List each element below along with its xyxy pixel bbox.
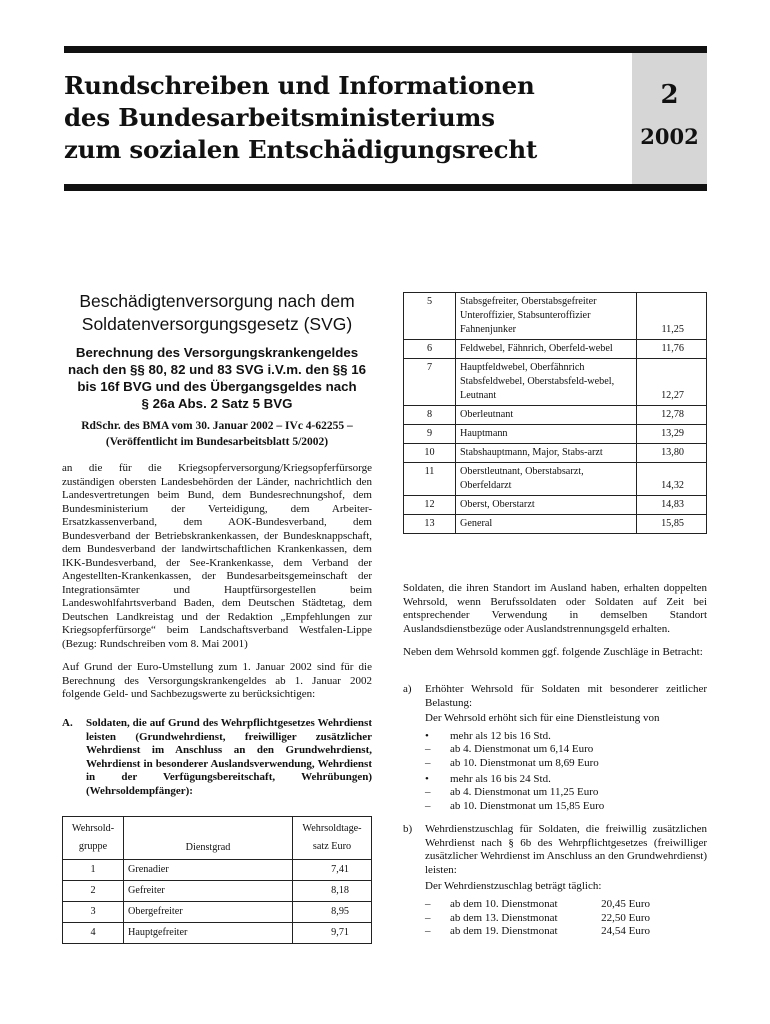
cell-group: 2 <box>63 881 124 902</box>
list-marker: – <box>425 898 431 910</box>
addressee-paragraph: an die für die Kriegsopferversorgung/Kriegsopferfürsorge zuständigen obersten Landesbehörden der Länder, nachrichtlich den Landesvertretungen beim Bund, dem Bundesrechnungshof, dem Bundesministerium der Verteidigung, dem Arbeiter-Ersatzkassenverband, dem AOK-Bundesverband, dem Bundesverband der Betriebskrankenkassen, der Bundesknappschaft, dem Bundesverband der landwirtschaftlichen Krankenkassen, dem IKK-Bundesverband, der See-Krankenkasse, dem Verband der Angestellten-Krankenkassen, der Bundesarbeitsgemeinschaft der Integrationsämter und Hauptfürsorgestellen beim Landeswohlfahrtsverband Baden, dem Deutschen Städtetag, dem Deutschen Landkreistag und der Redaktion „Empfehlungen zur Kriegsopferfürsorge“ beim Landschaftsverband Westfalen-Lippe (Bezug: Rundschreiben vom 8. Mai 2001) <box>62 462 372 650</box>
list-text: ab 4. Dienstmonat um 6,14 Euro <box>450 743 594 755</box>
masthead-line-1: Rundschreiben und Informationen <box>64 71 535 100</box>
cell-rank: Oberst, Oberstarzt <box>456 496 637 515</box>
cell-rate: 12,78 <box>637 406 707 425</box>
cell-rate: 9,71 <box>293 923 372 944</box>
list-item <box>425 773 700 787</box>
table-row <box>404 340 707 359</box>
list-value <box>640 743 700 757</box>
article-title <box>62 290 372 336</box>
list-marker: – <box>425 786 431 798</box>
cell-group: 11 <box>404 463 456 496</box>
supplements-paragraph: Neben dem Wehrsold kommen ggf. folgende Zuschläge in Betracht: <box>403 646 703 658</box>
list-value: 24,54 Euro <box>601 925 650 937</box>
cell-group: 13 <box>404 515 456 534</box>
list-value <box>640 757 700 771</box>
cell-group: 5 <box>404 293 456 340</box>
cell-rate: 13,80 <box>637 444 707 463</box>
list-text: ab 10. Dienstmonat um 8,69 Euro <box>450 757 599 769</box>
table-header-row <box>63 817 372 860</box>
list-marker: – <box>425 925 431 937</box>
cell-rate: 15,85 <box>637 515 707 534</box>
cell-rate: 13,29 <box>637 425 707 444</box>
masthead-line-3: zum sozialen Entschädigungsrecht <box>64 135 538 164</box>
cell-group: 3 <box>63 902 124 923</box>
cell-rate: 7,41 <box>293 860 372 881</box>
item-a-subtext: Der Wehrsold erhöht sich für eine Dienstleistung von <box>425 712 660 724</box>
table-row <box>63 923 372 944</box>
article-title-line: Beschädigtenversorgung nach dem <box>79 291 355 311</box>
cell-rate: 8,95 <box>293 902 372 923</box>
foreign-posting-paragraph: Soldaten, die ihren Standort im Ausland haben, erhalten doppelten Wehrsold, wenn Berufssoldaten oder Soldaten auf Zeit bei entsprechender Verwendung in demselben Standort Auslandsdienstbezüge oder Auslandstrennungsgeld erhalten. <box>403 582 707 635</box>
wehrsold-table-part2 <box>403 292 707 534</box>
issue-number: 2 <box>660 80 679 110</box>
list-text: mehr als 12 bis 16 Std. <box>450 730 551 742</box>
reference-line: (Veröffentlicht im Bundesarbeitsblatt 5/2002) <box>105 436 329 448</box>
table-row <box>404 496 707 515</box>
cell-rank: Stabsgefreiter, Oberstabsgefreiter Unteroffizier, Stabsunteroffizier Fahnenjunker <box>456 293 637 340</box>
list-marker: – <box>425 800 431 812</box>
table-row <box>404 425 707 444</box>
list-marker: • <box>425 773 429 785</box>
cell-rate: 8,18 <box>293 881 372 902</box>
list-item <box>425 757 700 771</box>
article-subtitle-line: nach den §§ 80, 82 und 83 SVG i.V.m. den §§ 16 <box>67 362 367 377</box>
list-item <box>425 912 650 926</box>
list-value <box>640 800 700 814</box>
list-item <box>425 786 700 800</box>
cell-rank: Hauptfeldwebel, Oberfähnrich Stabsfeldwebel, Oberstabsfeld-webel, Leutnant <box>456 359 637 406</box>
list-marker: – <box>425 743 431 755</box>
list-text: ab 4. Dienstmonat um 11,25 Euro <box>450 786 599 798</box>
list-text: ab 10. Dienstmonat um 15,85 Euro <box>450 800 605 812</box>
table-row <box>63 860 372 881</box>
circular-reference <box>62 418 372 450</box>
cell-group: 7 <box>404 359 456 406</box>
cell-group: 12 <box>404 496 456 515</box>
list-marker: • <box>425 730 429 742</box>
list-text: mehr als 16 bis 24 Std. <box>450 773 551 785</box>
cell-group: 10 <box>404 444 456 463</box>
article-subtitle-line: Berechnung des Versorgungskrankengeldes <box>75 345 359 360</box>
col-header-rank: Dienstgrad <box>124 817 293 860</box>
list-text: ab dem 19. Dienstmonat <box>450 925 558 937</box>
list-item <box>425 898 650 912</box>
item-a-text: Erhöhter Wehrsold für Soldaten mit besonderer zeitlicher Belastung: <box>425 683 707 709</box>
article-title-line: Soldatenversorgungsgesetz (SVG) <box>81 314 353 334</box>
list-value <box>640 786 700 800</box>
cell-rank: Stabshauptmann, Major, Stabs-arzt <box>456 444 637 463</box>
list-item <box>425 743 700 757</box>
cell-rank: Obergefreiter <box>124 902 293 923</box>
list-text: ab dem 10. Dienstmonat <box>450 898 558 910</box>
cell-rank: General <box>456 515 637 534</box>
masthead-title <box>64 70 632 166</box>
item-b-text: Wehrdienstzuschlag für Soldaten, die freiwillig zusätzlichen Wehrdienst nach § 6b des Wehrpflichtgesetzes (freiwilliger zusätzlicher Wehrdienst im Anschluss an den Grundwehrdienst) leisten: <box>425 823 707 876</box>
item-b-label: b) <box>403 823 413 835</box>
table-row <box>404 515 707 534</box>
col-header-group: Wehrsold-gruppe <box>63 817 124 860</box>
wehrsold-table-part1 <box>62 816 372 944</box>
masthead-top-rule <box>64 46 707 53</box>
section-a-heading <box>62 717 372 798</box>
item-a <box>403 683 707 710</box>
cell-rank: Oberstleutnant, Oberstabsarzt, Oberfeldarzt <box>456 463 637 496</box>
list-value <box>640 730 700 744</box>
list-text: ab dem 13. Dienstmonat <box>450 912 558 924</box>
table-row <box>63 881 372 902</box>
cell-rank: Grenadier <box>124 860 293 881</box>
table-row <box>404 444 707 463</box>
cell-rank: Gefreiter <box>124 881 293 902</box>
cell-group: 8 <box>404 406 456 425</box>
cell-rate: 12,27 <box>637 359 707 406</box>
cell-rate: 14,32 <box>637 463 707 496</box>
article-subtitle-line: bis 16f BVG und des Übergangsgeldes nach <box>77 379 357 394</box>
table-row <box>404 359 707 406</box>
issue-box <box>632 53 707 184</box>
cell-rate: 14,83 <box>637 496 707 515</box>
article-subtitle <box>62 344 372 412</box>
cell-group: 4 <box>63 923 124 944</box>
cell-rate: 11,76 <box>637 340 707 359</box>
list-item <box>425 730 700 744</box>
list-value: 20,45 Euro <box>601 898 650 910</box>
cell-group: 1 <box>63 860 124 881</box>
issue-year: 2002 <box>640 124 699 149</box>
article-subtitle-line: § 26a Abs. 2 Satz 5 BVG <box>141 396 293 411</box>
list-item <box>425 925 650 939</box>
masthead-line-2: des Bundesarbeitsministeriums <box>64 103 495 132</box>
reference-line: RdSchr. des BMA vom 30. Januar 2002 – IVc 4-62255 – <box>81 420 353 432</box>
cell-rank: Hauptgefreiter <box>124 923 293 944</box>
list-item <box>425 800 700 814</box>
section-a-label: A. <box>62 717 73 729</box>
cell-rate: 11,25 <box>637 293 707 340</box>
cell-rank: Oberleutnant <box>456 406 637 425</box>
list-value <box>640 773 700 787</box>
list-marker: – <box>425 757 431 769</box>
table-row <box>404 406 707 425</box>
item-a-label: a) <box>403 683 412 695</box>
intro-paragraph: Auf Grund der Euro-Umstellung zum 1. Januar 2002 sind für die Berechnung des Versorgungskrankengeldes ab 1. Januar 2002 folgende Geld- und Sachbezugswerte zu berücksichtigen: <box>62 661 372 700</box>
section-a-text: Soldaten, die auf Grund des Wehrpflichtgesetzes Wehrdienst leisten (Grundwehrdienst, freiwilliger zusätzlicher Wehrdienst im Anschluss an den Grundwehrdienst, Wehrdienst in besonderer Auslandsverwendung, Wehrdienst in der Verfügungsbereitschaft, Wehrübungen) (Wehrsoldempfänger): <box>86 717 372 797</box>
masthead-bottom-rule <box>64 184 707 191</box>
cell-rank: Feldwebel, Fähnrich, Oberfeld-webel <box>456 340 637 359</box>
col-header-rate: Wehrsoldtage-satz Euro <box>293 817 372 860</box>
table-row <box>404 463 707 496</box>
item-b-subtext: Der Wehrdienstzuschlag beträgt täglich: <box>425 880 602 892</box>
table-row <box>63 902 372 923</box>
list-value: 22,50 Euro <box>601 912 650 924</box>
list-marker: – <box>425 912 431 924</box>
cell-group: 9 <box>404 425 456 444</box>
cell-rank: Hauptmann <box>456 425 637 444</box>
cell-group: 6 <box>404 340 456 359</box>
table-row <box>404 293 707 340</box>
item-b <box>403 823 707 877</box>
